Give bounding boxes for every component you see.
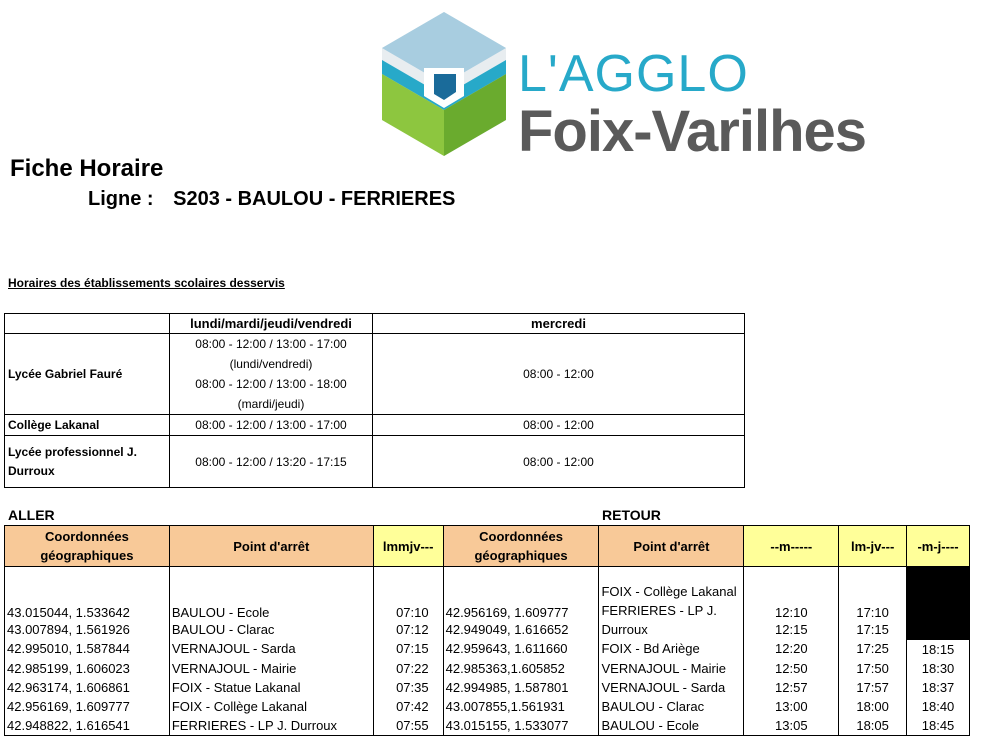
retour-stop: VERNAJOUL - Sarda bbox=[599, 678, 744, 697]
aller-coords: 42.963174, 1.606861 bbox=[5, 678, 170, 697]
aller-time: 07:35 bbox=[373, 678, 443, 697]
page-title: Fiche Horaire bbox=[10, 155, 164, 182]
retour-time-m: 13:00 bbox=[744, 697, 839, 716]
retour-time-lmjv: 17:15 bbox=[839, 620, 907, 639]
line-heading bbox=[88, 188, 455, 211]
school-weekday-hours bbox=[170, 436, 373, 488]
retour-coords: 43.007855,1.561931 bbox=[443, 697, 599, 716]
aller-stop: BAULOU - Clarac bbox=[169, 620, 373, 639]
school-row bbox=[5, 436, 745, 488]
retour-time-m: 12:15 bbox=[744, 620, 839, 639]
timetable-header-row bbox=[5, 526, 970, 567]
header-retour-coords: Coordonnées géographiques bbox=[443, 526, 599, 567]
school-wednesday-hours: 08:00 - 12:00 bbox=[373, 415, 745, 436]
hours-line: 08:00 - 12:00 / 13:00 - 17:00 bbox=[195, 337, 347, 351]
retour-time-mj: 18:45 bbox=[907, 716, 970, 736]
aller-stop: VERNAJOUL - Sarda bbox=[169, 639, 373, 659]
section-title: Horaires des établissements scolaires desservis bbox=[8, 276, 285, 290]
schools-header-wednesday: mercredi bbox=[373, 314, 745, 334]
aller-coords: 43.015044, 1.533642 bbox=[5, 567, 170, 621]
retour-time-mj: 18:15 bbox=[907, 639, 970, 659]
header-retour-mj: -m-j---- bbox=[907, 526, 970, 567]
header-retour-lmjv: lm-jv--- bbox=[839, 526, 907, 567]
table-row bbox=[5, 697, 970, 716]
aller-coords: 43.007894, 1.561926 bbox=[5, 620, 170, 639]
line-label: Ligne : bbox=[88, 188, 154, 210]
school-name: Lycée Gabriel Fauré bbox=[5, 334, 170, 415]
header-retour-stop: Point d'arrêt bbox=[599, 526, 744, 567]
hours-line: (lundi/vendredi) bbox=[229, 357, 313, 371]
retour-time-mj-blocked bbox=[907, 567, 970, 640]
retour-stop: VERNAJOUL - Mairie bbox=[599, 659, 744, 678]
retour-time-lmjv: 18:05 bbox=[839, 716, 907, 736]
schools-header-row bbox=[5, 314, 745, 334]
retour-time-mj: 18:30 bbox=[907, 659, 970, 678]
aller-coords: 42.948822, 1.616541 bbox=[5, 716, 170, 736]
table-row bbox=[5, 678, 970, 697]
hours-line: 08:00 - 12:00 / 13:00 - 17:00 bbox=[195, 418, 347, 432]
retour-stop: FOIX - Bd Ariège bbox=[599, 639, 744, 659]
schools-header-weekdays: lundi/mardi/jeudi/vendredi bbox=[170, 314, 373, 334]
retour-time-m: 12:57 bbox=[744, 678, 839, 697]
hours-line: (mardi/jeudi) bbox=[237, 397, 305, 411]
hours-line: 08:00 - 12:00 / 13:20 - 17:15 bbox=[195, 454, 347, 469]
aller-coords: 42.995010, 1.587844 bbox=[5, 639, 170, 659]
aller-time: 07:10 bbox=[373, 567, 443, 621]
retour-time-lmjv: 17:25 bbox=[839, 639, 907, 659]
retour-coords: 42.985363,1.605852 bbox=[443, 659, 599, 678]
aller-coords: 42.956169, 1.609777 bbox=[5, 697, 170, 716]
retour-time-lmjv: 17:57 bbox=[839, 678, 907, 697]
retour-coords: 42.959643, 1.611660 bbox=[443, 639, 599, 659]
schools-table bbox=[4, 313, 745, 488]
header-aller-coords: Coordonnées géographiques bbox=[5, 526, 170, 567]
school-row bbox=[5, 415, 745, 436]
aller-stop: FERRIERES - LP J. Durroux bbox=[169, 716, 373, 736]
retour-stop: FOIX - Collège Lakanal FERRIERES - LP J. bbox=[599, 567, 744, 621]
retour-time-lmjv: 17:10 bbox=[839, 567, 907, 621]
aller-time: 07:22 bbox=[373, 659, 443, 678]
aller-stop: FOIX - Statue Lakanal bbox=[169, 678, 373, 697]
retour-time-lmjv: 17:50 bbox=[839, 659, 907, 678]
school-wednesday-hours: 08:00 - 12:00 bbox=[373, 436, 745, 488]
school-name: Collège Lakanal bbox=[5, 415, 170, 436]
school-wednesday-hours: 08:00 - 12:00 bbox=[373, 334, 745, 415]
table-row bbox=[5, 716, 970, 736]
hours-line: 08:00 - 12:00 / 13:00 - 18:00 bbox=[195, 377, 347, 391]
aller-time: 07:55 bbox=[373, 716, 443, 736]
retour-time-m: 12:50 bbox=[744, 659, 839, 678]
retour-coords: 42.949049, 1.616652 bbox=[443, 620, 599, 639]
aller-time: 07:42 bbox=[373, 697, 443, 716]
line-code: S203 - BAULOU - FERRIERES bbox=[173, 188, 456, 210]
aller-stop: BAULOU - Ecole bbox=[169, 567, 373, 621]
logo-text-agglo: L'AGGLO bbox=[518, 45, 749, 103]
aller-title: ALLER bbox=[8, 507, 55, 523]
table-row bbox=[5, 659, 970, 678]
aller-time: 07:15 bbox=[373, 639, 443, 659]
aller-stop: FOIX - Collège Lakanal bbox=[169, 697, 373, 716]
school-name: Lycée professionnel J. Durroux bbox=[5, 436, 170, 488]
table-row bbox=[5, 567, 970, 621]
aller-coords: 42.985199, 1.606023 bbox=[5, 659, 170, 678]
retour-time-m: 13:05 bbox=[744, 716, 839, 736]
retour-title: RETOUR bbox=[602, 507, 661, 523]
agglo-logo-icon bbox=[378, 10, 510, 160]
retour-time-lmjv: 18:00 bbox=[839, 697, 907, 716]
school-row bbox=[5, 334, 745, 415]
retour-stop: Durroux bbox=[599, 620, 744, 639]
table-row bbox=[5, 639, 970, 659]
retour-time-m: 12:10 bbox=[744, 567, 839, 621]
retour-stop: BAULOU - Clarac bbox=[599, 697, 744, 716]
retour-time-m: 12:20 bbox=[744, 639, 839, 659]
header-retour-m: --m----- bbox=[744, 526, 839, 567]
logo-text-foix-varilhes: Foix-Varilhes bbox=[518, 99, 867, 164]
retour-time-mj: 18:40 bbox=[907, 697, 970, 716]
school-weekday-hours bbox=[170, 334, 373, 415]
header-aller-stop: Point d'arrêt bbox=[169, 526, 373, 567]
aller-time: 07:12 bbox=[373, 620, 443, 639]
retour-stop: BAULOU - Ecole bbox=[599, 716, 744, 736]
aller-stop: VERNAJOUL - Mairie bbox=[169, 659, 373, 678]
schools-header-empty bbox=[5, 314, 170, 334]
retour-time-mj: 18:37 bbox=[907, 678, 970, 697]
header-aller-time: lmmjv--- bbox=[373, 526, 443, 567]
school-weekday-hours bbox=[170, 415, 373, 436]
retour-coords: 43.015155, 1.533077 bbox=[443, 716, 599, 736]
retour-coords: 42.994985, 1.587801 bbox=[443, 678, 599, 697]
retour-coords: 42.956169, 1.609777 bbox=[443, 567, 599, 621]
table-row bbox=[5, 620, 970, 639]
timetable bbox=[4, 525, 970, 736]
